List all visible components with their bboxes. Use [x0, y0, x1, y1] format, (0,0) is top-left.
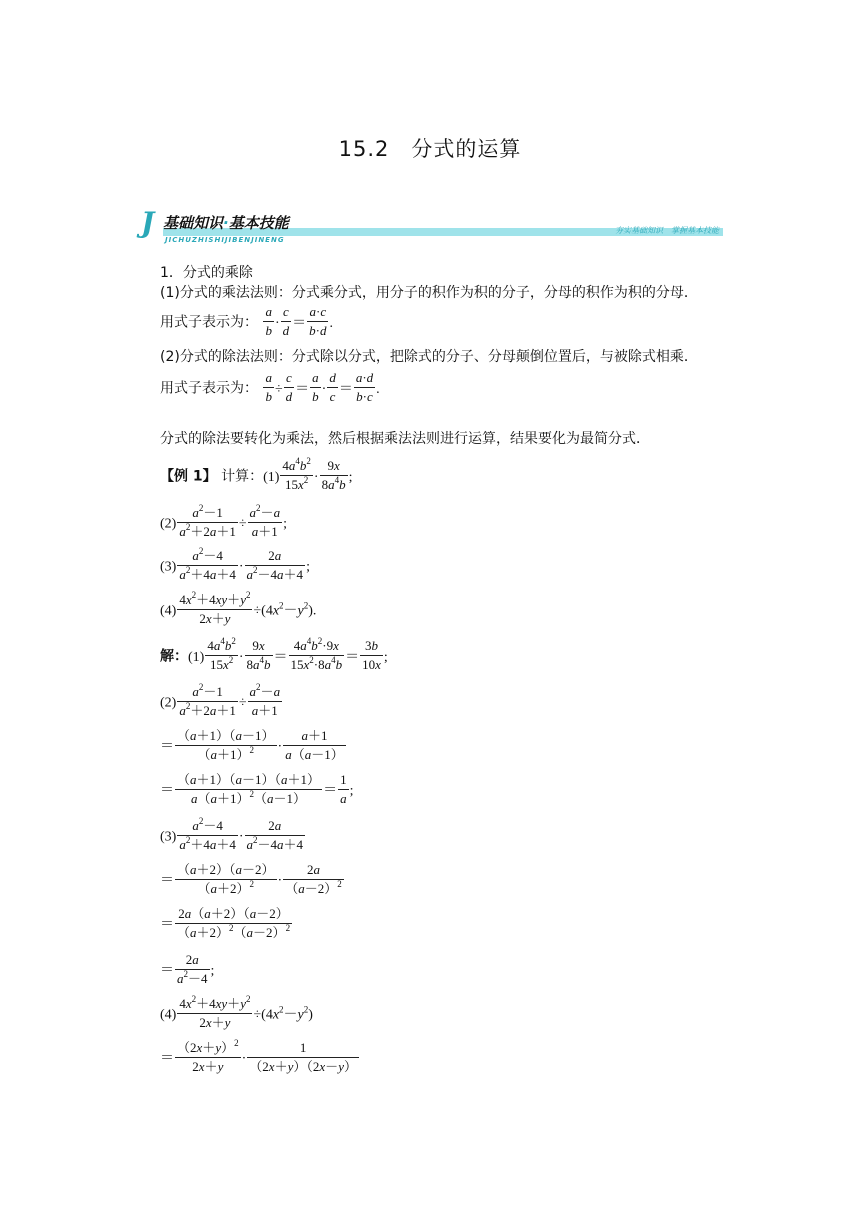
- page-title: 15.2 分式的运算: [338, 137, 522, 161]
- solution-3-line-2: ＝ $\frac{(a+2)(a-2)}{(a+2)^2}$ · $\frac{2a}{(a-2)^2}$: [160, 862, 342, 896]
- solution-2-line-2: ＝ $\frac{(a+1)(a-1)}{(a+1)^2}$ · $\frac{a+1}{a(a-1)}$: [160, 728, 344, 762]
- example-1: 【例 1】 计算：(1) $\frac{4a^4b^2}{15x^2}$ · $\frac{9x}{8a^4b}$ ;: [160, 456, 353, 492]
- example-part-4: (4) $\frac{4x^2+4xy+y^2}{2x+y}$ $\div(4x^2-y^2)$.: [160, 590, 317, 626]
- section-heading: 1．分式的乘除: [160, 265, 253, 281]
- solution-3-line-1: (3) $\frac{a^2-4}{a^2+4a+4}$ · $\frac{2a}{a^2-4a+4}$: [160, 816, 304, 852]
- example-part-2: (2) $\frac{a^2-1}{a^2+2a+1}$ ÷ $\frac{a^2-a}{a+1}$ ;: [160, 503, 287, 539]
- solution-2-line-3: ＝ $\frac{(a+1)(a-1)(a+1)}{a(a+1)^2(a-1)}$ ＝ $\frac{1}{a}$ ;: [160, 772, 354, 806]
- solution-3-line-4: ＝ $\frac{2a}{a^2-4}$ ;: [160, 952, 215, 986]
- section-banner: [141, 206, 725, 250]
- banner-left: J 基础知识·基本技能 JICHUZHISHIJIBENJINENG: [141, 206, 289, 244]
- solution-1: 解：(1) $\frac{4a^4b^2}{15x^2}$ · $\frac{9x}{8a^4b}$ ＝ $\frac{4a^4b^2\cdot 9x}{15x^2\cdot 8a^4b}$ ＝ $\frac{3b}{10x}$ ;: [160, 636, 388, 672]
- solution-4-line-1: (4) $\frac{4x^2+4xy+y^2}{2x+y}$ $\div(4x^2-y^2)$: [160, 994, 313, 1030]
- solution-2-line-1: (2) $\frac{a^2-1}{a^2+2a+1}$ ÷ $\frac{a^2-a}{a+1}$: [160, 682, 281, 718]
- banner-logo-j: J: [141, 206, 155, 239]
- solution-4-line-2: ＝ $\frac{(2x+y)^2}{2x+y}$ · $\frac{1}{(2x+y)(2x-y)}$: [160, 1038, 357, 1074]
- example-part-3: (3) $\frac{a^2-4}{a^2+4a+4}$ · $\frac{2a}{a^2-4a+4}$ ;: [160, 546, 310, 582]
- solution-label: 解：: [160, 648, 188, 665]
- formula-multiply: 用式子表示为： $\frac{a}{b}$ · $\frac{c}{d}$ ＝ $\frac{a\cdot c}{b\cdot d}$ .: [160, 304, 333, 338]
- rule-divide: (2)分式的除法法则：分式除以分式，把除式的分子、分母颠倒位置后，与被除式相乘．: [160, 349, 698, 365]
- solution-3-line-3: ＝ $\frac{2a(a+2)(a-2)}{(a+2)^2(a-2)^2}$: [160, 906, 291, 940]
- example-label: 【例 1】: [160, 468, 217, 485]
- formula-divide: 用式子表示为： $\frac{a}{b}$ ÷ $\frac{c}{d}$ ＝ $\frac{a}{b}$ · $\frac{d}{c}$ ＝ $\frac{a\cdot d}{b\cdot c}$ .: [160, 370, 380, 404]
- note-text: 分式的除法要转化为乘法，然后根据乘法法则进行运算，结果要化为最简分式．: [160, 431, 650, 447]
- formula-label: 用式子表示为：: [160, 314, 258, 331]
- banner-slogan: 夯实基础知识 掌握基本技能: [615, 226, 719, 235]
- rule-multiply: (1)分式的乘法法则：分式乘分式，用分子的积作为积的分子，分母的积作为积的分母．: [160, 285, 698, 301]
- banner-title-2: 基本技能: [228, 214, 289, 232]
- example-prompt: 计算：: [221, 468, 264, 485]
- formula-label: 用式子表示为：: [160, 380, 258, 397]
- banner-title-1: 基础知识: [163, 214, 224, 232]
- banner-pinyin: JICHUZHISHIJIBENJINENG: [165, 236, 285, 244]
